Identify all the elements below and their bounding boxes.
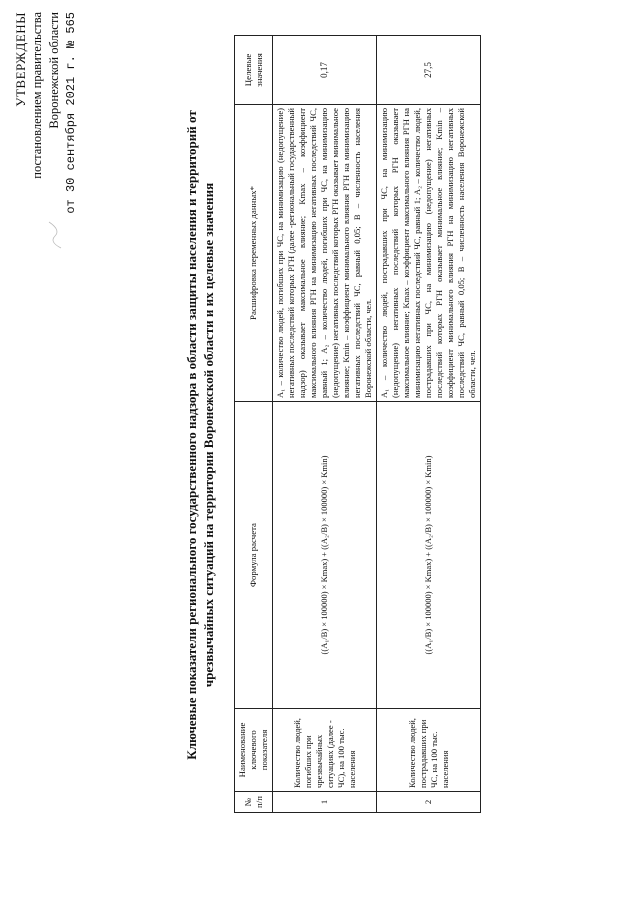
approval-stamp — [12, 12, 80, 250]
row-description: A₁ – количество людей, погибших при ЧС, на минимизацию (недопущение) негативных последствий которых РГН (далее -региональный государственный надзор) оказывает максимальное влияние; Kmax – коэффициент максимального влияния РГН на минимизацию негативных последствий ЧС, равный 1; A₂ – количество людей, погибших при ЧС, на минимизацию (недопущение) негативных последствий которых РГН оказывает минимальное влияние; Kmin – коэффициент минимального влияния РГН на минимизацию негативных последствий ЧС, равный 0,05; B – численность населения Воронежской области, чел. — [273, 105, 377, 402]
table-row — [273, 36, 377, 813]
header-num: № п/п — [235, 792, 273, 813]
row-num: 2 — [377, 792, 481, 813]
row-indicator-name: Количество людей, пострадавших при ЧС, на 100 тыс. населения — [377, 709, 481, 792]
table-header-row — [235, 36, 273, 813]
pen-mark-icon — [45, 220, 65, 250]
approval-date: от 30 сентября 2021 г. № 565 — [64, 12, 78, 214]
row-num: 1 — [273, 792, 377, 813]
approval-heading: УТВЕРЖДЕНЫ — [13, 12, 28, 107]
kpi-table — [234, 35, 481, 813]
row-formula: ((A₁/B) × 100000) × Kmax) + ((A₂/B) × 100000) × Kmin) — [377, 402, 481, 709]
row-target-value: 27,5 — [377, 36, 481, 105]
row-description: A₁ – количество людей, пострадавших при ЧС, на минимизацию (недопущение) негативных последствий которых РГН оказывает максимальное влияние; Kmax – коэффициент максимального влияния РГН на минимизацию негативных последствий ЧС, равный 1; A₂ – количество людей, пострадавших при ЧС, на минимизацию (недопущение) негативных последствий которых РГН оказывает минимальное влияние; Kmin – коэффициент минимального влияния РГН на минимизацию негативных последствий ЧС, равный 0,05; B – численность населения Воронежской области, чел. — [377, 105, 481, 402]
row-target-value: 0,17 — [273, 36, 377, 105]
header-target: Целевые значения — [235, 36, 273, 105]
row-formula: ((A₁/B) × 100000) × Kmax) + ((A₂/B) × 100000) × Kmin) — [273, 402, 377, 709]
table-row — [377, 36, 481, 813]
header-desc: Расшифровка переменных данных* — [235, 105, 273, 402]
document-title: Ключевые показатели регионального государственного надзора в области защиты населения и территорий от чрезвычайных ситуаций на территории Воронежской области и их целевые значения — [184, 110, 216, 760]
row-indicator-name: Количество людей, погибших при чрезвычайных ситуациях (далее - ЧС), на 100 тыс. населения — [273, 709, 377, 792]
header-formula: Формула расчета — [235, 402, 273, 709]
approval-region: Воронежской области — [47, 12, 61, 129]
approval-by: постановлением правительства — [30, 12, 44, 179]
header-name: Наименование ключевого показателя — [235, 709, 273, 792]
